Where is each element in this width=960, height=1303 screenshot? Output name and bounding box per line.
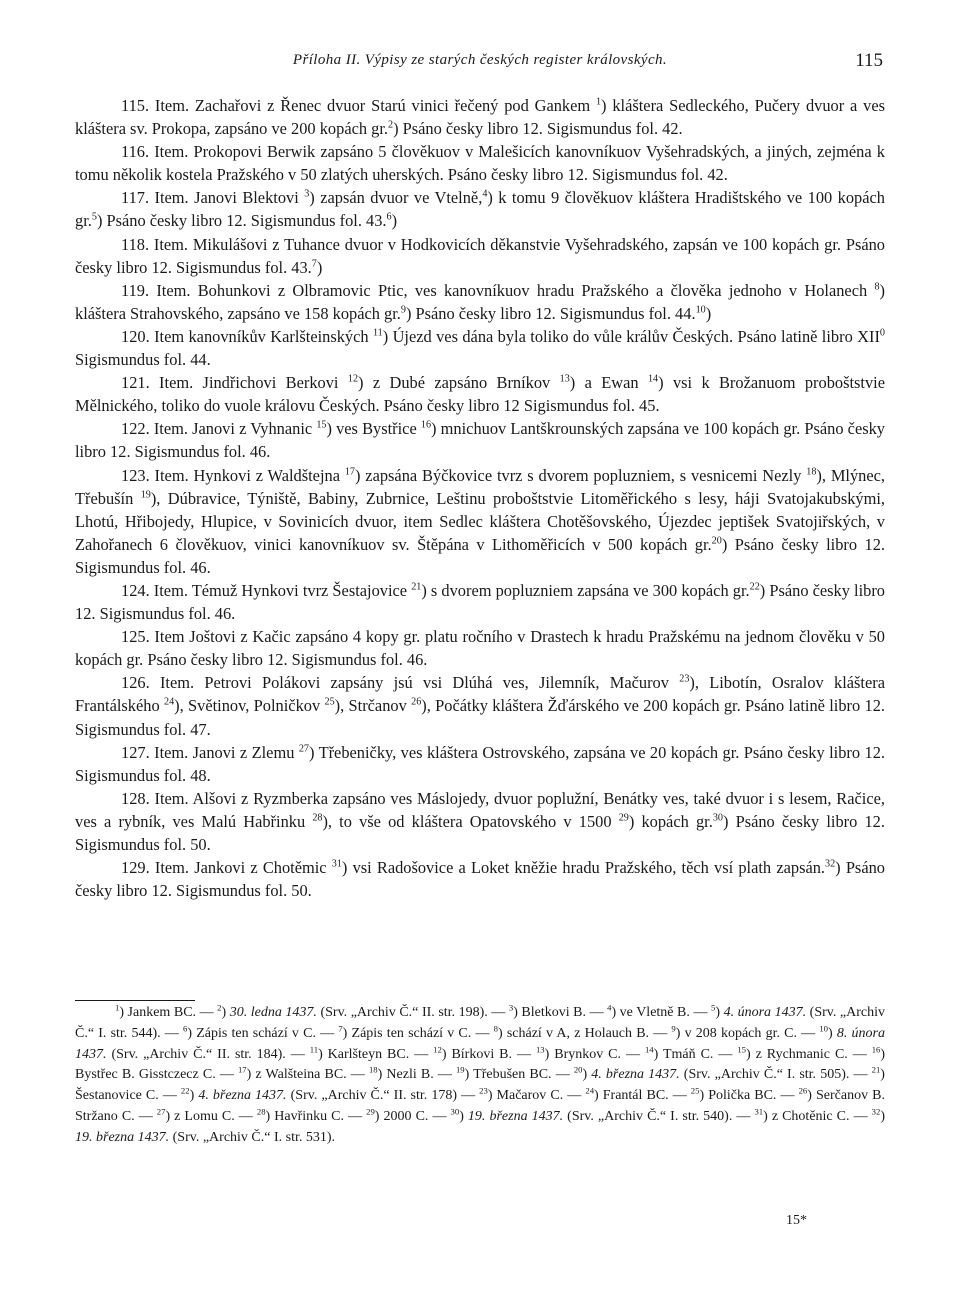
page-number: 115 [855,50,883,71]
entry-116: 116. Item. Prokopovi Berwik zapsáno 5 člověkuov v Malešicích kanovníkuov Vyšehradských, a jiných, zejména k tomu několik kostela Pražského v 50 zlatých uherských. Psáno česky libro 12. Sigismundus fol. 42. [75,142,885,185]
running-head [75,50,885,76]
entry-122: 122. Item. Janovi z Vyhnanic $^{15}$) ves Bystřice $^{16}$) mnichuov Lantškrounských zapsána ve 100 kopách gr. Psáno česky libro 12. Sigismundus fol. 46. [75,419,885,462]
entry-129: 129. Item. Jankovi z Chotěmic $^{31}$) vsi Radošovice a Loket kněžie hradu Pražského, těch vsí plath zapsán.$^{32}$) Psáno česky libro 12. Sigismundus fol. 50. [75,858,885,901]
entry-126: 126. Item. Petrovi Polákovi zapsány jsú vsi Dlúhá ves, Jilemník, Mačurov $^{23}$), Libotín, Osralov kláštera Frantálského $^{24}$), Světinov, Polničkov $^{25}$), Strčanov $^{26}$), Počátky kláštera Žďárského ve 200 kopách gr. Psáno latině libro 12. Sigismundus fol. 47. [75,673,886,739]
entry-115: 115. Item. Zachařovi z Řenec dvuor Starú vinici řečený pod Gankem $^1$) kláštera Sedleckého, Pučery dvuor a ves kláštera sv. Prokopa, zapsáno ve 200 kopách gr.$^2$) Psáno česky libro 12. Sigismundus fol. 42. [75,96,885,139]
entry-119: 119. Item. Bohunkovi z Olbramovic Ptic, ves kanovníkuov hradu Pražského a člověka jednoho v Holanech $^8$) kláštera Strahovského, zapsáno ve 158 kopách gr.$^9$) Psáno česky libro 12. Sigismundus fol. 44.10) [75,280,885,323]
entry-123: 123. Item. Hynkovi z Waldštejna $^{17}$) zapsána Býčkovice tvrz s dvorem popluzniem, s vesnicemi Nezly $^{18}$), Mlýnec, Třebušín $^{19}$), Dúbravice, Týniště, Babiny, Zubrnice, Leštinu proboštstvie Litoměřického s lesy, háji Svatojakubskými, Lhotú, Hřibojedy, Hlupice, v Sovinicích dvuor, item Sedlec kláštera Chotěšovského, Újezdec jeptišek Svatojiřských, v Zahořanech 6 člověkuov, vinici kanovníkuov sv. Štěpána v Lithoměřicích v 500 kopách gr.$^{20}$) Psáno česky libro 12. Sigismundus fol. 46. [75,465,885,577]
entry-127: 127. Item. Janovi z Zlemu $^{27}$) Třebeničky, ves kláštera Ostrovského, zapsána ve 20 kopách gr. Psáno česky libro 12. Sigismundus fol. 48. [75,742,885,785]
entry-124: 124. Item. Témuž Hynkovi tvrz Šestajovice $^{21}$) s dvorem popluzniem zapsána ve 300 kopách gr.$^{22}$) Psáno česky libro 12. Sigismundus fol. 46. [75,580,886,624]
signature-mark: 15* [786,1213,807,1228]
footnote-rule [75,1000,195,1001]
entry-128: 128. Item. Alšovi z Ryzmberka zapsáno ves Máslojedy, dvuor poplužní, Benátky ves, také dvuor i s lesem, Račice, ves a rybník, ves Malú Habřinku $^{28}$), to vše od kláštera Opatovského v 1500 $^{29}$) kopách gr.$^{30}$) Psáno česky libro 12. Sigismundus fol. 50. [75,788,885,854]
entry-118: 118. Item. Mikulášovi z Tuhance dvuor v Hodkovicích děkanstvie Vyšehradského, zapsán ve 100 kopách gr. Psáno česky libro 12. Sigismundus fol. 43.$^7$) [75,234,885,277]
entry-125: 125. Item Joštovi z Kačic zapsáno 4 kopy gr. platu ročního v Drastech k hradu Pražskému na jednom člověku v 50 kopách gr. Psáno česky libro 12. Sigismundus fol. 46. [75,627,885,670]
entry-120: 120. Item kanovníkův Karlšteinských $^{11}$) Újezd ves dána byla toliko do vůle králův Českých. Psáno latině libro XII$^0$ Sigismundus fol. 44. [75,326,885,370]
entry-121: 121. Item. Jindřichovi Berkovi $^{12}$) z Dubé zapsáno Brníkov $^{13}$) a Ewan $^{14}$) vsi k Brožanuom proboštstvie Mělnického, toliko do vuole královu Českých. Psáno česky libro 12 Sigismundus fol. 45. [75,373,885,416]
main-text [75,94,885,902]
footnotes [75,1003,885,1149]
running-title: Příloha II. Výpisy ze starých českých register královských. [292,52,668,68]
footnote-text: $^1$) Jankem BC. — $^2$) 30. ledna 1437. (Srv. „Archiv Č.“ II. str. 198). — $^3$) Bletkovi B. — $^4$) ve Vletně B. — $^5$) 4. února 1437. (Srv. „Archiv Č.“ I. str. 544). — $^6$) Zápis ten schází v C. — $^7$) Zápis ten schází v C. — $^8$) schází v A, z Holauch B. — $^9$) v 208 kopách gr. C. — $^{10}$) 8. února 1437. (Srv. „Archiv Č.“ II. str. 184). — $^{11}$) Karlšteyn BC. — $^{12}$) Bírkovi B. — $^{13}$) Brynkov C. — $^{14}$) Tmáň C. — $^{15}$) z Rychmanic C. — $^{16}$) Bystřec B. Gisstczecz C. — $^{17}$) z Walšteina BC. — $^{18}$) Nezli B. — $^{19}$) Třebušen BC. — $^{20}$) 4. března 1437. (Srv. „Archiv Č.“ I. str. 505). — $^{21}$) Šestanovice C. — $^{22}$) 4. března 1437. (Srv. „Archiv Č.“ II. str. 178) — $^{23}$) Mačarov C. — $^{24}$) Frantál BC. — $^{25}$) Polička BC. — $^{26}$) Serčanov B. Stržano C. — $^{27}$) z Lomu C. — $^{28}$) Havřinku C. — $^{29}$) 2000 C. — $^{30}$) 19. března 1437. (Srv. „Archiv Č.“ I. str. 540). — $^{31}$) z Chotěnic C. — $^{32}$) 19. března 1437. (Srv. „Archiv Č.“ I. str. 531). [75,1002,886,1145]
entry-117: 117. Item. Janovi Blektovi $^3$) zapsán dvuor ve Vtelně,$^4$) k tomu 9 člověkuov kláštera Hradištského ve 100 kopách gr.$^5$) Psáno česky libro 12. Sigismundus fol. 43.$^6$) [75,188,885,231]
